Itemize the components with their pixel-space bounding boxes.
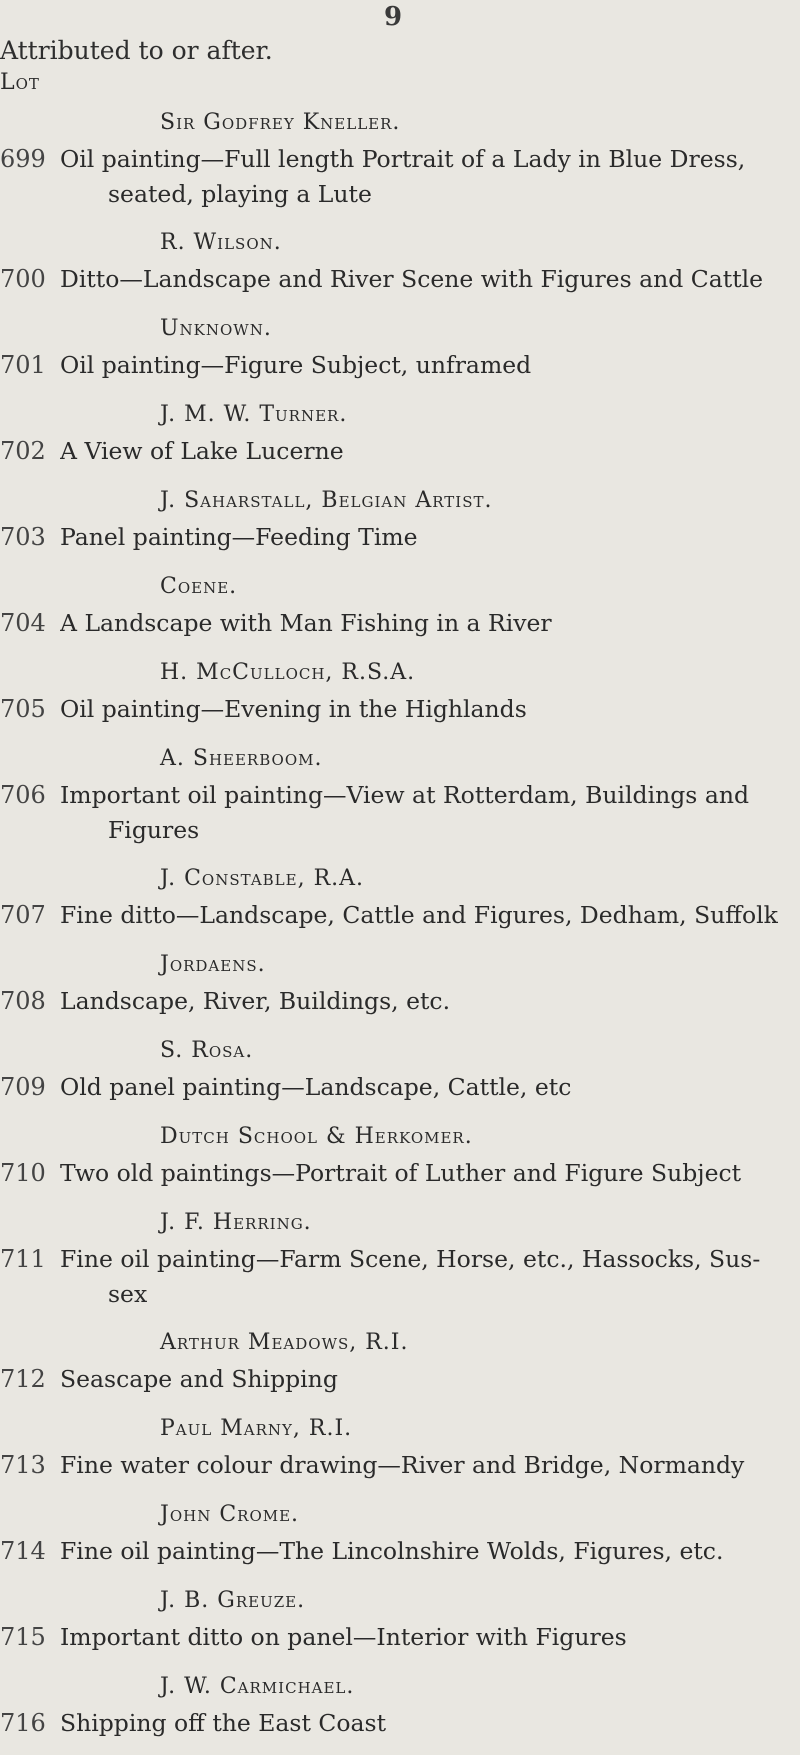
lot-entry — [0, 861, 800, 947]
artist-name: J. F. Herring. — [160, 1210, 312, 1235]
lot-description-continued: Figures — [108, 816, 200, 844]
lot-entry — [0, 655, 800, 741]
artist-name: Dutch School & Herkomer. — [160, 1124, 473, 1149]
lot-description: Fine water colour drawing—River and Bridge, Normandy — [60, 1451, 745, 1479]
lot-number: 704 — [0, 609, 46, 637]
lot-description: Shipping off the East Coast — [60, 1709, 387, 1737]
artist-name: Coene. — [160, 574, 238, 599]
lot-entry — [0, 397, 800, 483]
artist-name: Arthur Meadows, R.I. — [160, 1330, 409, 1355]
lot-entry — [0, 105, 800, 225]
lot-description: Important ditto on panel—Interior with Figures — [60, 1623, 627, 1651]
lot-entry — [0, 311, 800, 397]
lot-number: 706 — [0, 781, 46, 809]
lot-description: Fine oil painting—Farm Scene, Horse, etc., Hassocks, Sus- — [60, 1245, 761, 1273]
lot-entry — [0, 569, 800, 655]
artist-name: J. Constable, R.A. — [160, 866, 365, 891]
artist-name: J. B. Greuze. — [160, 1588, 306, 1613]
section-header: Attributed to or after. — [0, 36, 273, 65]
lot-description: Fine ditto—Landscape, Cattle and Figures, Dedham, Suffolk — [60, 901, 778, 929]
lot-entry — [0, 225, 800, 311]
lot-description: Fine oil painting—The Lincolnshire Wolds, Figures, etc. — [60, 1537, 724, 1565]
lot-description-continued: seated, playing a Lute — [108, 180, 372, 208]
lot-entry — [0, 1205, 800, 1325]
artist-name: H. McCulloch, R.S.A. — [160, 660, 416, 685]
lot-number: 699 — [0, 145, 46, 173]
lot-number: 700 — [0, 265, 46, 293]
lot-description: Old panel painting—Landscape, Cattle, etc — [60, 1073, 572, 1101]
lot-entry — [0, 1119, 800, 1205]
lot-description: Landscape, River, Buildings, etc. — [60, 987, 451, 1015]
lot-description: Oil painting—Evening in the Highlands — [60, 695, 527, 723]
page-number: 9 — [384, 2, 403, 32]
lot-number: 711 — [0, 1245, 46, 1273]
lot-number: 712 — [0, 1365, 46, 1393]
artist-name: J. Saharstall, Belgian Artist. — [160, 488, 493, 513]
lot-list — [0, 105, 800, 1755]
artist-name: Jordaens. — [160, 952, 266, 977]
lot-entry — [0, 483, 800, 569]
artist-name: J. W. Carmichael. — [160, 1674, 355, 1699]
lot-entry — [0, 741, 800, 861]
lot-description-continued: sex — [108, 1280, 148, 1308]
artist-name: R. Wilson. — [160, 230, 282, 255]
lot-number: 710 — [0, 1159, 46, 1187]
lot-number: 715 — [0, 1623, 46, 1651]
lot-entry — [0, 1497, 800, 1583]
artist-name: J. M. W. Turner. — [160, 402, 348, 427]
lot-entry — [0, 947, 800, 1033]
lot-entry — [0, 1583, 800, 1669]
lot-number: 714 — [0, 1537, 46, 1565]
lot-description: Oil painting—Full length Portrait of a Lady in Blue Dress, — [60, 145, 746, 173]
lot-description: Important oil painting—View at Rotterdam, Buildings and — [60, 781, 750, 809]
artist-name: Paul Marny, R.I. — [160, 1416, 353, 1441]
lot-number: 713 — [0, 1451, 46, 1479]
lot-entry — [0, 1411, 800, 1497]
lot-description: Ditto—Landscape and River Scene with Figures and Cattle — [60, 265, 764, 293]
artist-name: S. Rosa. — [160, 1038, 254, 1063]
lot-description: A View of Lake Lucerne — [60, 437, 344, 465]
lot-number: 708 — [0, 987, 46, 1015]
artist-name: John Crome. — [160, 1502, 300, 1527]
lot-number: 701 — [0, 351, 46, 379]
lot-description: Panel painting—Feeding Time — [60, 523, 418, 551]
lot-number: 707 — [0, 901, 46, 929]
artist-name: A. Sheerboom. — [160, 746, 323, 771]
lot-number: 716 — [0, 1709, 46, 1737]
lot-description: Two old paintings—Portrait of Luther and Figure Subject — [60, 1159, 742, 1187]
lot-column-heading: Lot — [0, 70, 40, 95]
lot-description: Oil painting—Figure Subject, unframed — [60, 351, 532, 379]
lot-description: A Landscape with Man Fishing in a River — [60, 609, 552, 637]
artist-name: Sir Godfrey Kneller. — [160, 110, 401, 135]
lot-number: 702 — [0, 437, 46, 465]
lot-number: 705 — [0, 695, 46, 723]
lot-number: 703 — [0, 523, 46, 551]
lot-description: Seascape and Shipping — [60, 1365, 338, 1393]
lot-entry — [0, 1033, 800, 1119]
lot-number: 709 — [0, 1073, 46, 1101]
lot-entry — [0, 1669, 800, 1755]
artist-name: Unknown. — [160, 316, 272, 341]
